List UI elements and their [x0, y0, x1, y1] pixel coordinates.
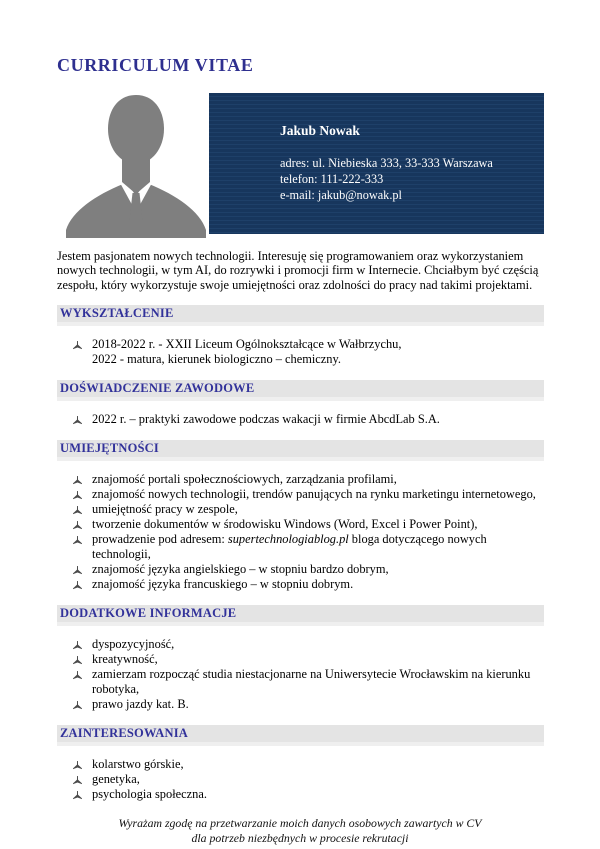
plane-bullet-icon — [73, 521, 82, 530]
section-heading-additional: DODATKOWE INFORMACJE — [57, 605, 544, 626]
plane-bullet-icon — [73, 776, 82, 785]
intro-paragraph: Jestem pasjonatem nowych technologii. Interesuję się programowaniem oraz wykorzystaniem nowych technologii, w tym AI, do rozrywki i promocji firm w Internecie. Chciałbym być częścią zespołu, który wykorzystuje swoje umiejętności oraz zdolności do pracy nad takimi projektami. — [57, 249, 539, 292]
list-item — [57, 577, 543, 592]
contact-phone: telefon: 111-222-333 — [280, 172, 384, 186]
list-item — [57, 532, 543, 562]
profile-photo-placeholder — [66, 90, 206, 238]
plane-bullet-icon — [73, 341, 82, 350]
plane-bullet-icon — [73, 536, 82, 545]
list-item — [57, 667, 543, 697]
plane-bullet-icon — [73, 656, 82, 665]
section-heading-experience: DOŚWIADCZENIE ZAWODOWE — [57, 380, 544, 401]
skill-text: znajomość języka angielskiego – w stopniu bardzo dobrym, — [92, 562, 389, 577]
list-item — [57, 757, 543, 772]
list-item — [57, 517, 543, 532]
skill-text: umiejętność pracy w zespole, — [92, 502, 238, 517]
interest-text: psychologia społeczna. — [92, 787, 207, 802]
skill-blog-url: supertechnologiablog.pl — [227, 532, 349, 547]
skill-text-suffix: bloga dotyczącego nowych technologii, — [92, 532, 487, 562]
list-item — [57, 337, 543, 367]
interest-text: genetyka, — [92, 772, 140, 787]
contact-panel — [209, 93, 544, 234]
skill-text-prefix: prowadzenie pod adresem: — [92, 532, 228, 547]
plane-bullet-icon — [73, 506, 82, 515]
section-heading-education: WYKSZTAŁCENIE — [57, 305, 544, 326]
list-item — [57, 697, 543, 712]
list-item — [57, 412, 543, 427]
plane-bullet-icon — [73, 581, 82, 590]
contact-email: e-mail: jakub@nowak.pl — [280, 188, 402, 202]
consent-line2: dla potrzeb niezbędnych w procesie rekrutacji — [191, 831, 409, 846]
experience-list — [57, 412, 543, 427]
additional-text: prawo jazdy kat. B. — [92, 697, 189, 712]
plane-bullet-icon — [73, 671, 82, 680]
plane-bullet-icon — [73, 761, 82, 770]
education-list — [57, 337, 543, 367]
skill-text: znajomość nowych technologii, trendów panujących na rynku marketingu internetowego, — [92, 487, 536, 502]
plane-bullet-icon — [73, 641, 82, 650]
skill-text: znajomość języka francuskiego – w stopniu dobrym. — [92, 577, 354, 592]
section-heading-skills: UMIEJĘTNOŚCI — [57, 440, 544, 461]
interest-text: kolarstwo górskie, — [92, 757, 184, 772]
interests-list — [57, 757, 543, 802]
list-item — [57, 637, 543, 652]
cv-header — [66, 90, 544, 238]
education-line2: 2022 - matura, kierunek biologiczno – chemiczny. — [92, 352, 341, 367]
additional-text: dyspozycyjność, — [92, 637, 175, 652]
list-item — [57, 652, 543, 667]
additional-list — [57, 637, 543, 712]
list-item — [57, 502, 543, 517]
plane-bullet-icon — [73, 476, 82, 485]
list-item — [57, 472, 543, 487]
plane-bullet-icon — [73, 701, 82, 710]
experience-text: 2022 r. – praktyki zawodowe podczas wakacji w firmie AbcdLab S.A. — [92, 412, 440, 427]
list-item — [57, 772, 543, 787]
education-line1: 2018-2022 r. - XXII Liceum Ogólnokształcące w Wałbrzychu, — [92, 337, 402, 352]
skill-text: znajomość portali społecznościowych, zarządzania profilami, — [92, 472, 397, 487]
plane-bullet-icon — [73, 491, 82, 500]
skills-list — [57, 472, 543, 592]
plane-bullet-icon — [73, 791, 82, 800]
plane-bullet-icon — [73, 416, 82, 425]
list-item — [57, 562, 543, 577]
additional-text: kreatywność, — [92, 652, 158, 667]
additional-text: zamierzam rozpocząć studia niestacjonarne na Uniwersytecie Wrocławskim na kierunku robotyka, — [92, 667, 531, 697]
list-item — [57, 487, 543, 502]
list-item — [57, 787, 543, 802]
skill-text: tworzenie dokumentów w środowisku Windows (Word, Excel i Power Point), — [92, 517, 478, 532]
section-heading-interests: ZAINTERESOWANIA — [57, 725, 544, 746]
consent-note — [0, 816, 600, 846]
person-silhouette-icon — [66, 90, 206, 238]
consent-line1: Wyrażam zgodę na przetwarzanie moich danych osobowych zawartych w CV — [118, 816, 482, 831]
plane-bullet-icon — [73, 566, 82, 575]
person-name: Jakub Nowak — [280, 123, 360, 138]
contact-address: adres: ul. Niebieska 333, 33-333 Warszawa — [280, 156, 493, 170]
page-title: CURRICULUM VITAE — [57, 55, 254, 75]
